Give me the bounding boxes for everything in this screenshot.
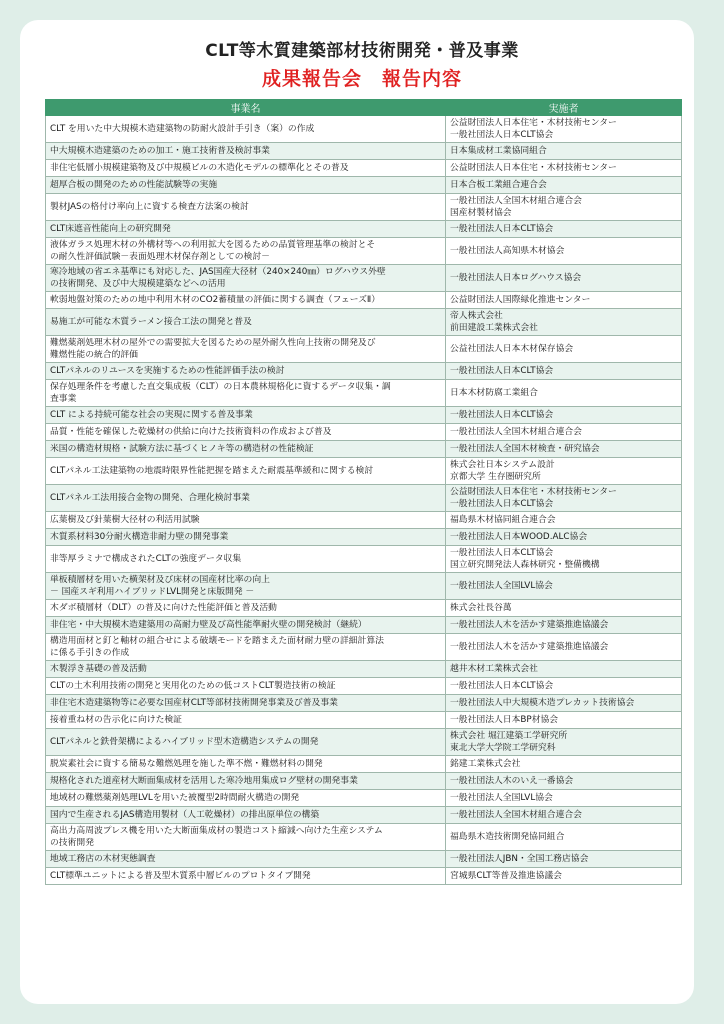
project-name-cell [46,309,446,336]
table-row [46,824,682,851]
project-name-text: 難燃薬剤処理木材の屋外での需要拡大を図るための屋外耐久性向上技術の開発及び [50,338,376,348]
organization-text: 東北大学大学院工学研究科 [450,743,556,753]
project-name-cell [46,634,446,661]
project-name-cell [46,756,446,773]
table-row [46,160,682,177]
project-name-text: CLTパネル工法用接合金物の開発、合理化検討事業 [50,493,250,503]
organization-cell [446,512,682,529]
organization-text: 一般社団法人全国木材組合連合会 [450,196,582,206]
table-row [46,177,682,194]
organization-cell [446,695,682,712]
table-row [46,807,682,824]
project-name-text: 広葉樹及び針葉樹大径材の利活用試験 [50,515,200,525]
organization-text: 一般社団法人高知県木材協会 [450,246,565,256]
organization-text: 一般社団法人木のいえ一番協会 [450,776,574,786]
project-name-cell [46,573,446,600]
organization-cell [446,265,682,292]
organization-text: 一般社団法人全国LVL協会 [450,581,553,591]
organization-text: 銘建工業株式会社 [450,759,521,769]
project-name-text: 非住宅・中大規模木造建築用の高耐力壁及び高性能準耐火壁の開発検討（継続） [50,620,367,630]
project-name-text: 軟弱地盤対策のための地中利用木材のCO2蓄積量の評価に関する調査（フェーズⅡ） [50,295,381,305]
organization-cell [446,661,682,678]
project-name-text: CLT床遮音性能向上の研究開発 [50,224,171,234]
organization-cell [446,336,682,363]
organization-cell [446,407,682,424]
organization-text: 前田建設工業株式会社 [450,323,538,333]
organization-text: 国産材製材協会 [450,208,512,218]
table-row [46,600,682,617]
project-name-cell [46,143,446,160]
project-name-text: 米国の構造材規格・試験方法に基づくヒノキ等の構造材の性能検証 [50,444,314,454]
organization-cell [446,807,682,824]
project-name-text: CLTパネルと鉄骨架構によるハイブリッド型木造構造システムの開発 [50,737,319,747]
organization-cell [446,868,682,885]
project-name-text: CLT標準ユニットによる普及型木質系中層ビルのプロトタイプ開発 [50,871,311,881]
project-name-text: CLTパネルのリユースを実施するための性能評価手法の検討 [50,366,285,376]
organization-text: 公益社団法人日本木材保存協会 [450,344,574,354]
organization-cell [446,363,682,380]
project-name-text: 液体ガラス処理木材の外構材等への利用拡大を図るための品質管理基準の検討とそ [50,240,376,250]
project-name-cell [46,661,446,678]
organization-text: 福島県木材協同組合連合会 [450,515,556,525]
project-name-text: 木ダボ積層材（DLT）の普及に向けた性能評価と普及活動 [50,603,277,613]
project-name-cell [46,407,446,424]
table-row [46,678,682,695]
project-name-text: 国内で生産されるJAS構造用製材（人工乾燥材）の排出原単位の構築 [50,810,320,820]
project-name-text: に係る手引きの作成 [50,648,130,658]
organization-text: 公益財団法人日本住宅・木材技術センター [450,163,617,173]
document-title: CLT等木質建築部材技術開発・普及事業 [205,41,519,61]
table-row [46,458,682,485]
project-name-text: 地域工務店の木材実態調査 [50,854,156,864]
organization-text: 一般社団法人日本CLT協会 [450,366,554,376]
table-row [46,617,682,634]
organization-cell [446,441,682,458]
table-row [46,661,682,678]
project-name-cell [46,824,446,851]
organization-cell [446,309,682,336]
table-row [46,441,682,458]
project-name-cell [46,600,446,617]
project-name-text: 保存処理条件を考慮した直交集成板（CLT）の日本農林規格化に資するデータ収集・調 [50,382,391,392]
organization-text: 一般社団法人日本CLT協会 [450,224,554,234]
organization-text: 一般社団法人木を活かす建築推進協議会 [450,642,609,652]
organization-cell [446,790,682,807]
project-name-text: CLTの土木利用技術の開発と実用化のための低コストCLT製造技術の検証 [50,681,336,691]
project-name-text: 製材JASの格付け率向上に資する検査方法案の検討 [50,202,249,212]
table-row [46,424,682,441]
organization-text: 株式会社長谷萬 [450,603,512,613]
table-row [46,634,682,661]
project-name-text: 脱炭素社会に資する簡易な難燃処理を施した準不燃・難燃材料の開発 [50,759,323,769]
project-name-cell [46,851,446,868]
organization-cell [446,485,682,512]
project-name-text: 高出力高周波プレス機を用いた大断面集成材の製造コスト縮減へ向けた生産システム [50,826,383,836]
table-row [46,221,682,238]
organization-text: 帝人株式会社 [450,311,503,321]
organization-cell [446,116,682,143]
project-name-text: 難燃性能の統合的評価 [50,350,138,360]
organization-text: 一般社団法人全国木材組合連合会 [450,810,582,820]
organization-text: 株式会社 堀江建築工学研究所 [450,731,568,741]
project-name-text: 中大規模木造建築のための加工・施工技術普及検討事業 [50,146,270,156]
organization-text: 公益財団法人日本住宅・木材技術センター [450,487,617,497]
organization-cell [446,529,682,546]
project-name-cell [46,363,446,380]
project-name-text: の技術開発 [50,838,94,848]
project-name-text: の技術開発、及び中大規模建築などへの活用 [50,279,226,289]
organization-cell [446,194,682,221]
table-row [46,573,682,600]
organization-text: 一般社団法人日本ログハウス協会 [450,273,582,283]
project-name-cell [46,160,446,177]
table-row [46,729,682,756]
organization-text: 一般社団法人全国木材組合連合会 [450,427,582,437]
project-name-text: CLTパネル工法建築物の地震時限界性能把握を踏まえた耐震基準緩和に関する検討 [50,466,374,476]
table-row [46,546,682,573]
table-header-row [46,100,682,116]
organization-cell [446,773,682,790]
table-row [46,485,682,512]
organization-cell [446,292,682,309]
project-name-text: 非等厚ラミナで構成されたCLTの強度データ収集 [50,554,242,564]
organization-text: 宮城県CLT等普及推進協議会 [450,871,562,881]
table-row [46,194,682,221]
project-name-text: 寒冷地域の省エネ基準にも対応した、JAS国産大径材（240×240㎜）ログハウス外壁 [50,267,386,277]
organization-cell [446,712,682,729]
organization-cell [446,424,682,441]
table-row [46,238,682,265]
table-row [46,773,682,790]
table-row [46,380,682,407]
project-name-cell [46,458,446,485]
header-organization: 実施者 [446,100,682,116]
project-name-cell [46,265,446,292]
project-name-cell [46,807,446,824]
table-row [46,695,682,712]
table-row [46,756,682,773]
project-name-cell [46,712,446,729]
project-name-cell [46,238,446,265]
table-row [46,363,682,380]
organization-text: 一般社団法人日本CLT協会 [450,548,554,558]
project-name-text: 易施工が可能な木質ラーメン接合工法の開発と普及 [50,317,252,327]
table-row [46,407,682,424]
organization-text: 公益財団法人日本住宅・木材技術センター [450,118,617,128]
organization-text: 一般社団法人中大規模木造プレカット技術協会 [450,698,635,708]
document-subtitle: 成果報告会 報告内容 [261,68,462,90]
organization-text: 京都大学 生存圏研究所 [450,472,541,482]
organization-text: 福島県木造技術開発協同組合 [450,832,565,842]
organization-text: 越井木材工業株式会社 [450,664,538,674]
project-name-text: 接着重ね材の告示化に向けた検証 [50,715,182,725]
project-name-cell [46,485,446,512]
project-name-cell [46,441,446,458]
organization-cell [446,756,682,773]
project-name-cell [46,177,446,194]
table-row [46,868,682,885]
organization-cell [446,221,682,238]
project-name-cell [46,678,446,695]
organization-cell [446,238,682,265]
project-name-text: 地域材の難燃薬剤処理LVLを用いた被覆型2時間耐火構造の開発 [50,793,300,803]
organization-text: 一般社団法人全国木材検査・研究協会 [450,444,600,454]
table-row [46,790,682,807]
project-name-text: 木製浮き基礎の普及活動 [50,664,147,674]
project-name-text: の耐久性評価試験－表面処理木材保存剤としての検討－ [50,252,270,262]
project-name-text: 超厚合板の開発のための性能試験等の実施 [50,180,218,190]
organization-text: 日本木材防腐工業組合 [450,388,538,398]
project-name-text: 単板積層材を用いた横架材及び床材の国産材比率の向上 [50,575,270,585]
organization-text: 日本集成材工業協同組合 [450,146,547,156]
project-name-text: 非住宅低層小規模建築物及び中規模ビルの木造化モデルの標準化とその普及 [50,163,349,173]
organization-text: 一般社団法人日本CLT協会 [450,130,554,140]
header-project-name: 事業名 [46,100,446,116]
table-row [46,529,682,546]
project-name-cell [46,116,446,143]
organization-text: 一般社団法人木を活かす建築推進協議会 [450,620,609,630]
project-name-cell [46,617,446,634]
project-name-cell [46,529,446,546]
organization-cell [446,573,682,600]
project-name-text: 査事業 [50,394,77,404]
project-name-cell [46,292,446,309]
project-name-text: 木質系材料30分耐火構造非耐力壁の開発事業 [50,532,229,542]
project-name-cell [46,194,446,221]
organization-text: 国立研究開発法人森林研究・整備機構 [450,560,600,570]
project-name-cell [46,790,446,807]
table-row [46,851,682,868]
organization-text: 公益財団法人国際緑化推進センター [450,295,591,305]
organization-cell [446,600,682,617]
table-row [46,309,682,336]
organization-text: 一般社団法人全国LVL協会 [450,793,553,803]
project-name-cell [46,695,446,712]
project-name-cell [46,729,446,756]
project-name-text: 非住宅木造建築物等に必要な国産材CLT等部材技術開発事業及び普及事業 [50,698,338,708]
project-name-cell [46,336,446,363]
organization-cell [446,678,682,695]
table-row [46,712,682,729]
organization-cell [446,380,682,407]
table-row [46,292,682,309]
project-name-text: 品質・性能を確保した乾燥材の供給に向けた技術資料の作成および普及 [50,427,332,437]
project-name-cell [46,221,446,238]
table-row [46,336,682,363]
organization-text: 一般社団法人JBN・全国工務店協会 [450,854,589,864]
table-row [46,265,682,292]
organization-text: 一般社団法人日本BP材協会 [450,715,559,725]
project-name-cell [46,424,446,441]
project-name-cell [46,546,446,573]
project-name-cell [46,512,446,529]
organization-text: 一般社団法人日本CLT協会 [450,681,554,691]
organization-cell [446,824,682,851]
organization-cell [446,546,682,573]
project-name-cell [46,868,446,885]
organization-cell [446,458,682,485]
organization-cell [446,729,682,756]
organization-text: 一般社団法人日本WOOD.ALC協会 [450,532,588,542]
organization-cell [446,143,682,160]
organization-cell [446,160,682,177]
project-name-text: － 国産スギ利用ハイブリッドLVL開発と床版開発 － [50,587,255,597]
table-row [46,512,682,529]
project-name-text: 構造用面材と釘と軸材の組合せによる破壊モードを踏まえた面材耐力壁の詳細計算法 [50,636,384,646]
project-name-cell [46,773,446,790]
project-name-cell [46,380,446,407]
table-row [46,116,682,143]
organization-text: 一般社団法人日本CLT協会 [450,499,554,509]
project-name-text: CLT による持続可能な社会の実現に関する普及事業 [50,410,253,420]
table-row [46,143,682,160]
organization-text: 日本合板工業組合連合会 [450,180,547,190]
organization-cell [446,634,682,661]
organization-cell [446,177,682,194]
organization-text: 株式会社日本システム設計 [450,460,555,470]
report-table [45,99,682,885]
table-body [46,116,682,885]
organization-cell [446,851,682,868]
organization-text: 一般社団法人日本CLT協会 [450,410,554,420]
project-name-text: 規格化された道産材大断面集成材を活用した寒冷地用集成ログ壁材の開発事業 [50,776,358,786]
organization-cell [446,617,682,634]
project-name-text: CLT を用いた中大規模木造建築物の防耐火設計手引き（案）の作成 [50,124,315,134]
